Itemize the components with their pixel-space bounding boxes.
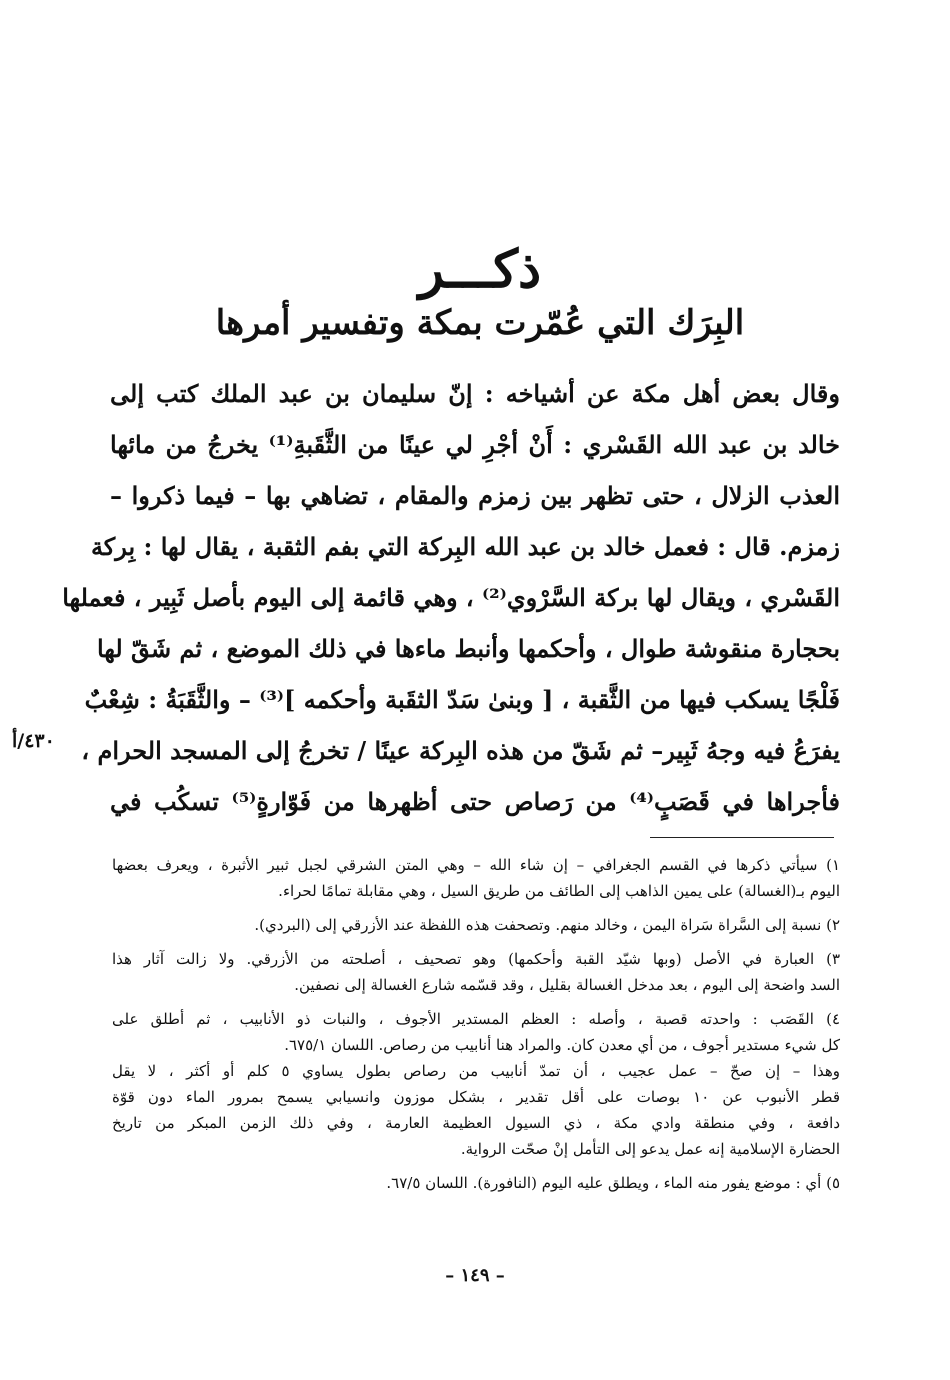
footnote-3 <box>112 946 840 998</box>
footnote-line: ٣) العبارة في الأصل (وبها شيّد القبة وأحكمها) وهو تصحيف ، أصلحته من الأزرقي. ولا زالت آثار هذا <box>112 950 840 968</box>
footnote-line: الحضارة الإسلامية إنه عمل يدعو إلى التأمل إنْ صحّت الرواية. <box>460 1140 840 1158</box>
footnote-2 <box>112 912 840 938</box>
footnote-line: اليوم بـ(الغسالة) على يمين الذاهب إلى الطائف من طريق السيل ، وهي مقابلة تمامًا لحراء. <box>278 882 840 900</box>
footnote-line: ٢) نسبة إلى السَّراة سَراة اليمن ، وخالد منهم. وتصحفت هذه اللفظة عند الأزرقي إلى (البردي). <box>254 916 840 934</box>
page-number: – ١٤٩ – <box>445 1265 505 1286</box>
footnote-line: قطر الأنبوب عن ١٠ بوصات على أقل تقدير ، بشكل موزون وانسيابي يسمح بمرور الماء دون قوّة <box>112 1088 841 1106</box>
footnote-separator <box>650 837 834 838</box>
footnote-line: السد واضحة إلى اليوم ، بعد مدخل الغسالة بقليل ، وقد قسّمه شارع الغسالة إلى نصفين. <box>294 976 840 994</box>
body-line: القَسْري ، ويقال لها بركة السَّرْوي⁽²⁾ ، وهي قائمة إلى اليوم بأصل ثَبِير ، فعملها <box>62 583 840 612</box>
footnote-line: كل شيء مستدير أجوف ، من أي معدن كان. والمراد هنا أنابيب من رصاص. اللسان ٦٧٥/١. <box>284 1036 840 1054</box>
body-line: فأجراها في قَصَبٍ⁽⁴⁾ من رَصاص حتى أظهرها من فَوّارةٍ⁽⁵⁾ تسكُب في <box>110 787 841 816</box>
footnote-line: ١) سيأتي ذكرها في القسم الجغرافي – إن شاء الله – وهي المتن الشرقي لجبل ثبير الأثبرة ، ويعرف بعضها <box>112 856 840 874</box>
manuscript-folio-reference: ٤٣٠/أ <box>12 730 55 752</box>
footnote-5 <box>112 1170 840 1196</box>
body-line: العذب الزلال ، حتى تظهر بين زمزم والمقام ، تضاهي بها – فيما ذكروا – <box>110 481 840 510</box>
body-line: خالد بن عبد الله القَسْري : أَنْ أجْرِ لي عينًا من الثَّقَبةِ⁽¹⁾ يخرجُ من مائها <box>110 430 840 459</box>
footnote-1 <box>112 852 840 904</box>
body-line: فَلْجًا يسكب فيها من الثَّقبة ، [ وبنىٰ سَدّ الثقَبة وأحكمه ]⁽³⁾ – والثَّقَبَةُ : شِعْبٌ <box>84 685 840 714</box>
body-line: وقال بعض أهل مكة عن أشياخه : إنّ سليمان بن عبد الملك كتب إلى <box>110 379 840 408</box>
footnote-4 <box>112 1006 840 1162</box>
footnote-line: دافعة ، وفي منطقة وادي مكة ، ذي السيول العظيمة العارمة ، وفي ذلك الزمن المبكر من تاريخ <box>112 1114 840 1132</box>
body-line: زمزم. قال : فعمل خالد بن عبد الله البِركة التي بفم الثقبة ، يقال لها : بِركة <box>90 532 840 561</box>
footnote-line: ٥) أي : موضع يفور منه الماء ، ويطلق عليه اليوم (النافورة). اللسان ٦٧/٥. <box>386 1174 840 1192</box>
footnotes <box>112 852 840 1196</box>
body-text <box>62 368 841 827</box>
footnote-line: وهذا – إن صحّ – عمل عجيب ، أن تمدّ أنابيب من رصاص بطول يساوي ٥ كلم أو أكثر ، لا يقل <box>112 1062 840 1080</box>
body-line: يفرَعُ فيه وجهُ ثَبِير– ثم شَقّ من هذه البِركة عينًا / تخرجُ إلى المسجد الحرام ، <box>81 736 840 765</box>
footnote-line: ٤) القَصَب : واحدته قصبة ، وأصله : العظم المستدير الأجوف ، والنبات ذو الأنابيب ، ثم أطلق على <box>112 1010 840 1028</box>
section-ornament-title: ذكـــر <box>418 239 542 300</box>
body-line: بحجارة منقوشة طوال ، وأحكمها وأنبط ماءها في ذلك الموضع ، ثم شَقّ لها <box>96 634 840 663</box>
chapter-heading: البِرَك التي عُمّرت بمكة وتفسير أمرها <box>215 303 745 343</box>
